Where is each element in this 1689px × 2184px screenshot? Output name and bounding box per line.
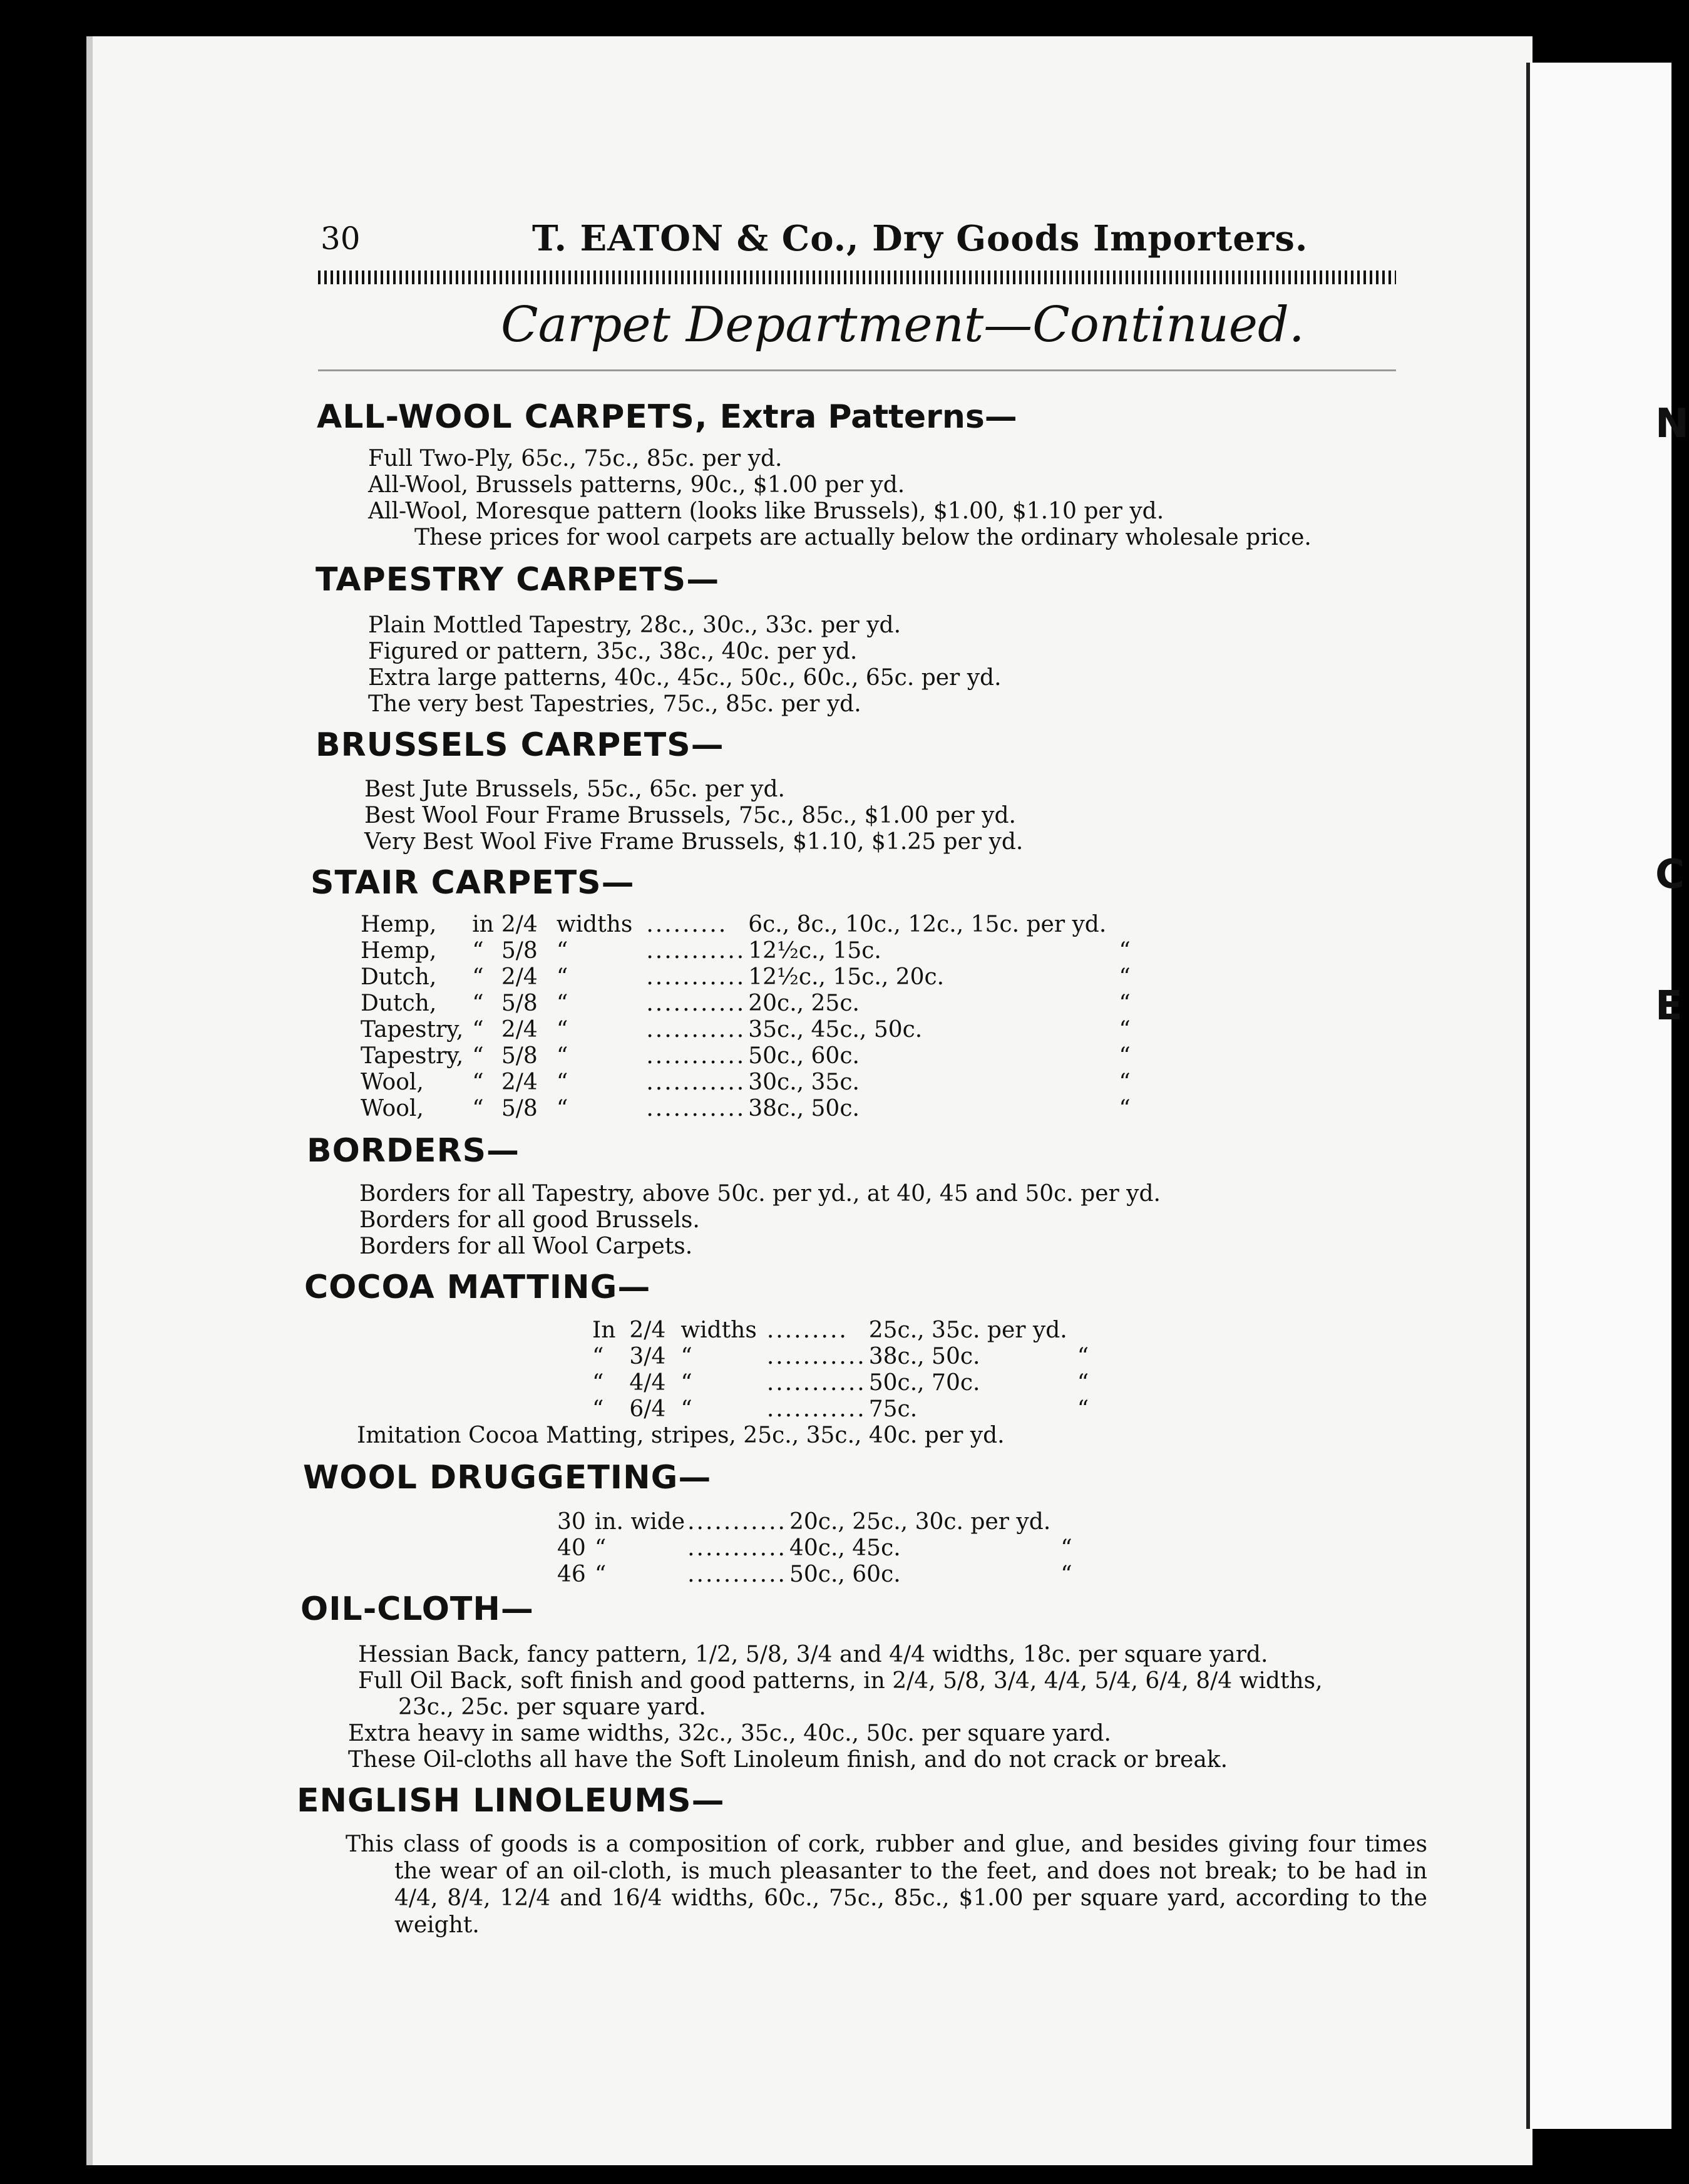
stair-item-ditto: “ (1119, 964, 1131, 990)
druggeting-item-unit: “ (594, 1535, 607, 1561)
borders-line: Borders for all Tapestry, above 50c. per yd., at 40, 45 and 50c. per yd. (359, 1181, 1161, 1207)
oilcloth-line: 23c., 25c. per square yard. (398, 1694, 706, 1720)
stair-item-dots: ......... (646, 912, 728, 937)
stair-row (361, 912, 1131, 938)
stair-item-quote: in (472, 912, 494, 937)
stair-item-price: 30c., 35c. (748, 1069, 860, 1095)
cocoa-row (592, 1396, 1089, 1423)
stair-item-ditto (1119, 912, 1130, 938)
stair-item-unit: “ (556, 938, 568, 964)
druggeting-item-ditto: “ (1060, 1535, 1072, 1561)
all-wool-note: These prices for wool carpets are actually below the ordinary wholesale price. (414, 525, 1312, 550)
stair-item-name: Tapestry, (361, 1017, 464, 1043)
oilcloth-line: Extra heavy in same widths, 32c., 35c., 40c., 50c. per square yard. (348, 1721, 1111, 1746)
stair-item-price: 50c., 60c. (748, 1043, 860, 1069)
cocoa-item-dots: ........... (766, 1370, 866, 1396)
stair-item-unit: “ (556, 991, 568, 1016)
stair-item-price: 20c., 25c. (748, 991, 860, 1016)
cocoa-row (592, 1370, 1089, 1396)
stair-item-width: 2/4 (501, 1069, 538, 1095)
brussels-line: Best Wool Four Frame Brussels, 75c., 85c., $1.00 per yd. (364, 803, 1016, 828)
section-heading-oilcloth: OIL-CLOTH— (300, 1590, 534, 1628)
stair-item-ditto: “ (1119, 991, 1131, 1016)
druggeting-row (557, 1535, 1072, 1562)
stair-item-quote: “ (472, 991, 484, 1016)
druggeting-item-price: 40c., 45c. (789, 1535, 901, 1561)
stair-item-quote: “ (472, 938, 484, 964)
tapestry-line: Plain Mottled Tapestry, 28c., 30c., 33c. per yd. (368, 612, 901, 638)
section-heading-all-wool: ALL-WOOL CARPETS, Extra Patterns— (317, 398, 1017, 436)
stair-item-unit: “ (556, 1096, 568, 1121)
cocoa-item-ditto: “ (1077, 1396, 1089, 1422)
stair-item-width: 5/8 (501, 1043, 538, 1069)
druggeting-item-dots: ........... (687, 1509, 787, 1535)
cocoa-item-quote: “ (592, 1344, 604, 1369)
stair-item-ditto: “ (1119, 1043, 1131, 1069)
cocoa-item-price: 25c., 35c. per yd. (868, 1317, 1067, 1343)
stair-row (361, 1069, 1131, 1096)
all-wool-line: Full Two-Ply, 65c., 75c., 85c. per yd. (368, 446, 783, 471)
cocoa-item-ditto: “ (1077, 1370, 1089, 1396)
section-heading-stair: STAIR CARPETS— (311, 864, 635, 902)
cocoa-item-price: 38c., 50c. (868, 1344, 980, 1369)
druggeting-item-width: 46 (557, 1562, 586, 1587)
stair-item-dots: ........... (646, 1069, 746, 1095)
cocoa-item-quote: In (592, 1317, 616, 1343)
stair-item-width: 2/4 (501, 964, 538, 990)
stair-item-ditto: “ (1119, 1017, 1131, 1043)
stair-item-ditto: “ (1119, 1069, 1131, 1095)
stair-item-name: Hemp, (361, 938, 437, 964)
cocoa-item-quote: “ (592, 1396, 604, 1422)
stair-item-dots: ........... (646, 1017, 746, 1043)
cocoa-item-dots: ........... (766, 1344, 866, 1369)
wool-druggeting-table (557, 1509, 1072, 1588)
stair-item-width: 5/8 (501, 991, 538, 1016)
cocoa-item-unit: “ (680, 1344, 692, 1369)
facing-page-letter: C (1655, 852, 1685, 898)
cocoa-item-dots: ......... (766, 1317, 848, 1343)
stair-item-price: 12½c., 15c., 20c. (748, 964, 945, 990)
stair-row (361, 1017, 1131, 1043)
section-heading-tapestry: TAPESTRY CARPETS— (316, 561, 720, 599)
cocoa-imitation-line: Imitation Cocoa Matting, stripes, 25c., 35c., 40c. per yd. (357, 1423, 1005, 1448)
borders-line: Borders for all Wool Carpets. (359, 1234, 693, 1259)
stair-item-dots: ........... (646, 1096, 746, 1121)
cocoa-item-ditto: “ (1077, 1344, 1089, 1369)
tapestry-line: Extra large patterns, 40c., 45c., 50c., 60c., 65c. per yd. (368, 665, 1002, 691)
oilcloth-line: Hessian Back, fancy pattern, 1/2, 5/8, 3/4 and 4/4 widths, 18c. per square yard. (358, 1642, 1268, 1667)
stair-item-unit: “ (556, 964, 568, 990)
stair-item-quote: “ (472, 1069, 484, 1095)
ornamental-rule (318, 270, 1396, 284)
cocoa-item-width: 4/4 (629, 1370, 666, 1396)
druggeting-item-ditto (1060, 1509, 1072, 1535)
stair-item-ditto: “ (1119, 1096, 1131, 1121)
stair-item-dots: ........... (646, 964, 746, 990)
tapestry-line: Figured or pattern, 35c., 38c., 40c. per yd. (368, 639, 858, 664)
section-heading-brussels: BRUSSELS CARPETS— (316, 726, 724, 764)
druggeting-row (557, 1509, 1072, 1535)
stair-item-dots: ........... (646, 991, 746, 1016)
stair-item-name: Wool, (361, 1069, 424, 1095)
stair-row (361, 938, 1131, 964)
all-wool-line: All-Wool, Brussels patterns, 90c., $1.00 per yd. (368, 472, 905, 498)
stair-row (361, 1043, 1131, 1069)
cocoa-matting-table (592, 1317, 1089, 1423)
cocoa-row (592, 1344, 1089, 1370)
cocoa-item-price: 50c., 70c. (868, 1370, 980, 1396)
stair-item-unit: “ (556, 1043, 568, 1069)
tapestry-line: The very best Tapestries, 75c., 85c. per yd. (368, 691, 861, 717)
stair-item-price: 12½c., 15c. (748, 938, 881, 964)
stair-item-dots: ........... (646, 938, 746, 964)
stair-item-quote: “ (472, 1017, 484, 1043)
borders-line: Borders for all good Brussels. (359, 1207, 700, 1233)
stair-item-quote: “ (472, 964, 484, 990)
stair-item-unit: “ (556, 1069, 568, 1095)
cocoa-item-width: 2/4 (629, 1317, 666, 1343)
stair-item-unit: widths (556, 912, 633, 937)
cocoa-item-ditto (1077, 1317, 1089, 1344)
stair-item-dots: ........... (646, 1043, 746, 1069)
cocoa-item-dots: ........... (766, 1396, 866, 1422)
stair-item-width: 5/8 (501, 938, 538, 964)
druggeting-item-unit: “ (594, 1562, 607, 1587)
stair-item-unit: “ (556, 1017, 568, 1043)
stair-item-quote: “ (472, 1043, 484, 1069)
stair-item-width: 2/4 (501, 1017, 538, 1043)
stair-item-name: Dutch, (361, 964, 437, 990)
brussels-line: Best Jute Brussels, 55c., 65c. per yd. (364, 776, 785, 802)
druggeting-row (557, 1562, 1072, 1588)
stair-item-width: 5/8 (501, 1096, 538, 1121)
page-header-title: T. EATON & Co., Dry Goods Importers. (532, 218, 1308, 259)
stair-carpets-table (361, 912, 1131, 1122)
facing-page-letter: N (1655, 401, 1689, 447)
cocoa-row (592, 1317, 1089, 1344)
linoleum-paragraph: This class of goods is a composition of cork, rubber and glue, and besides giving four times the wear of an oil-cloth, is much pleasanter to the feet, and does not break; to be had in 4/4, 8/4, 12/4 and 16/4 widths, 60c., 75c., 85c., $1.00 per square yard, according to the weight. (346, 1831, 1427, 1938)
stair-item-price: 38c., 50c. (748, 1096, 860, 1121)
section-heading-linoleum: ENGLISH LINOLEUMS— (297, 1782, 725, 1820)
druggeting-item-unit: in. wide (594, 1509, 685, 1535)
druggeting-item-dots: ........... (687, 1535, 787, 1561)
stair-item-ditto: “ (1119, 938, 1131, 964)
cocoa-item-width: 3/4 (629, 1344, 666, 1369)
facing-page-letter: E (1655, 983, 1683, 1029)
druggeting-item-price: 50c., 60c. (789, 1562, 901, 1587)
oilcloth-line: These Oil-cloths all have the Soft Linoleum finish, and do not crack or break. (348, 1747, 1228, 1773)
cocoa-item-unit: widths (680, 1317, 757, 1343)
oilcloth-line: Full Oil Back, soft finish and good patterns, in 2/4, 5/8, 3/4, 4/4, 5/4, 6/4, 8/4 widths, (358, 1668, 1323, 1694)
section-heading-druggeting: WOOL DRUGGETING— (303, 1459, 712, 1496)
stair-row (361, 991, 1131, 1017)
brussels-line: Very Best Wool Five Frame Brussels, $1.10, $1.25 per yd. (364, 829, 1024, 855)
department-title: Carpet Department—Continued. (501, 297, 1305, 353)
druggeting-item-ditto: “ (1060, 1562, 1072, 1587)
divider (318, 369, 1396, 371)
section-heading-cocoa: COCOA MATTING— (304, 1269, 651, 1306)
stair-item-quote: “ (472, 1096, 484, 1121)
stair-row (361, 1096, 1131, 1122)
stair-item-name: Hemp, (361, 912, 437, 937)
cocoa-item-unit: “ (680, 1396, 692, 1422)
all-wool-line: All-Wool, Moresque pattern (looks like Brussels), $1.00, $1.10 per yd. (368, 498, 1164, 524)
stair-item-name: Tapestry, (361, 1043, 464, 1069)
cocoa-item-quote: “ (592, 1370, 604, 1396)
stair-row (361, 964, 1131, 991)
cocoa-item-unit: “ (680, 1370, 692, 1396)
facing-page-edge (1526, 63, 1689, 2129)
page-number: 30 (321, 220, 361, 257)
druggeting-item-price: 20c., 25c., 30c. per yd. (789, 1509, 1051, 1535)
stair-item-name: Dutch, (361, 991, 437, 1016)
stair-item-name: Wool, (361, 1096, 424, 1121)
druggeting-item-dots: ........... (687, 1562, 787, 1587)
druggeting-item-width: 40 (557, 1535, 586, 1561)
cocoa-item-price: 75c. (868, 1396, 918, 1422)
section-heading-borders: BORDERS— (307, 1132, 520, 1170)
stair-item-width: 2/4 (501, 912, 538, 937)
stair-item-price: 6c., 8c., 10c., 12c., 15c. per yd. (748, 912, 1107, 937)
cocoa-item-width: 6/4 (629, 1396, 666, 1422)
druggeting-item-width: 30 (557, 1509, 586, 1535)
stair-item-price: 35c., 45c., 50c. (748, 1017, 923, 1043)
